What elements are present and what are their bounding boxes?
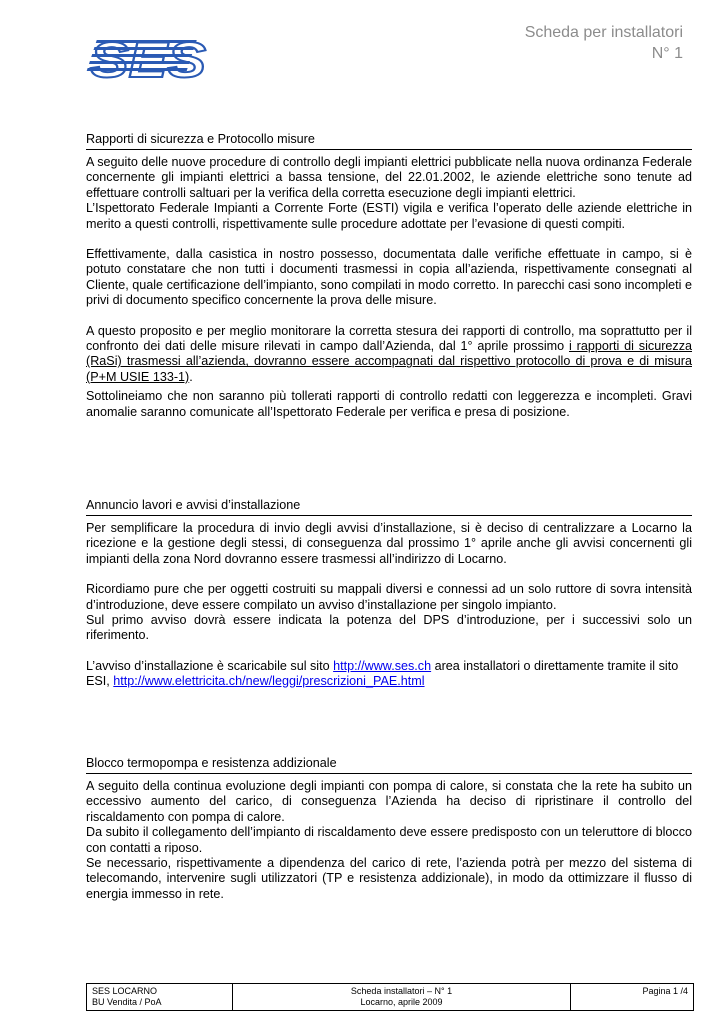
paragraph: Se necessario, rispettivamente a dipendenza del carico di rete, l’azienda potrà per mezzo del sistema di telecomando, intervenire sugli utilizzatori (TP e resistenza addizionale), in modo da ottimizzare il flusso di energia immesso in rete.: [86, 856, 692, 901]
paragraph-text: A questo proposito e per meglio monitorare la corretta stesura dei rapporti di controllo, ma soprattutto per il confronto dei dati delle misure rilevati in campo dall’Azienda, dal 1° aprile prossimo: [86, 323, 692, 354]
footer-org-line1: SES LOCARNO: [92, 986, 158, 996]
paragraph: Per semplificare la procedura di invio degli avvisi d’installazione, si è deciso di centralizzare a Locarno la ricezione e la gestione degli stessi, di conseguenza dal prossimo 1° aprile anche gli avvisi concernenti gli impianti della zona Nord dovranno essere trasmessi all’indirizzo di Locarno.: [86, 521, 692, 566]
section-annuncio-lavori: [86, 498, 692, 690]
header-title-line2: N° 1: [651, 45, 683, 62]
paragraph-text: .: [189, 369, 193, 384]
ses-logo: [86, 30, 208, 82]
paragraph: A seguito della continua evoluzione degli impianti con pompa di calore, si constata che la rete ha subito un eccessivo aumento del carico, di conseguenza l’Azienda ha deciso di ripristinare il controllo del riscaldamento con pompa di calore.: [86, 779, 692, 824]
page-footer: [86, 983, 694, 1011]
paragraph: [86, 659, 692, 690]
footer-doc-line2: Locarno, aprile 2009: [360, 997, 443, 1007]
section-title: Annuncio lavori e avvisi d’installazione: [86, 498, 692, 516]
footer-org-line2: BU Vendita / PoA: [92, 997, 162, 1007]
section-title: Rapporti di sicurezza e Protocollo misure: [86, 132, 692, 150]
document-header-title: [525, 22, 683, 64]
ses-website-link[interactable]: http://www.ses.ch: [333, 658, 432, 673]
footer-document: [233, 984, 571, 1010]
footer-page-number: Pagina 1 /4: [642, 986, 688, 996]
underlined-text: i rapporti di sicurezza (RaSi) trasmessi all’azienda, dovranno essere accompagnati dal rispettivo protocollo di prova e di misura (P+M USIE 133-1): [86, 339, 692, 384]
paragraph: A seguito delle nuove procedure di controllo degli impianti elettrici pubblicate nella nuova ordinanza Federale concernente gli impianti elettrici a bassa tensione, del 22.01.2002, le aziende elettriche sono tenute ad effettuare controlli saltuari per la verifica della corretta esecuzione degli impianti elettrici.: [86, 155, 692, 200]
paragraph: Sottolineiamo che non saranno più tollerati rapporti di controllo redatti con leggerezza e incompleti. Gravi anomalie saranno comunicate all’Ispettorato Federale per verifica e presa di posizione.: [86, 389, 692, 419]
paragraph: [86, 324, 692, 386]
paragraph: Effettivamente, dalla casistica in nostro possesso, documentata dalle verifiche effettuate in campo, si è potuto constatare che non tutti i documenti trasmessi in copia all’azienda, rispettivamente consegnati al Cliente, quale certificazione dell’impianto, sono compilati in modo corretto. In parecchi casi sono incompleti e privi di documento specifico concernente la prova delle misure.: [86, 247, 692, 308]
header-title-line1: Scheda per installatori: [524, 24, 683, 41]
paragraph: Da subito il collegamento dell’impianto di riscaldamento deve essere predisposto con un teleruttore di blocco con contatti a riposo.: [86, 825, 692, 855]
esi-prescrizioni-link[interactable]: http://www.elettricita.ch/new/leggi/prescrizioni_PAE.html: [113, 674, 425, 689]
paragraph: L’Ispettorato Federale Impianti a Corrente Forte (ESTI) vigila e verifica l’operato delle aziende elettriche in merito a questi controlli, rispettivamente sulle procedure adottate per l’evasione di questi compiti.: [86, 201, 692, 231]
section-blocco-termopompa: [86, 756, 692, 902]
section-rapporti-sicurezza: [86, 132, 692, 420]
section-title: Blocco termopompa e resistenza addizionale: [86, 756, 692, 774]
footer-org: [87, 984, 233, 1010]
paragraph: Ricordiamo pure che per oggetti costruiti su mappali diversi e connessi ad un solo ruttore di sovra intensità d’introduzione, deve essere compilato un avviso d’installazione per singolo impianto.: [86, 582, 692, 612]
paragraph-text: area installatori o direttamente tramite il sito ESI,: [86, 658, 679, 689]
logo-text: SES: [90, 32, 206, 82]
footer-doc-line1: Scheda installatori – N° 1: [350, 986, 453, 996]
paragraph: Sul primo avviso dovrà essere indicata la potenza del DPS d’introduzione, per i successivi solo un riferimento.: [86, 613, 692, 643]
paragraph-text: L’avviso d’installazione è scaricabile sul sito: [86, 658, 334, 673]
